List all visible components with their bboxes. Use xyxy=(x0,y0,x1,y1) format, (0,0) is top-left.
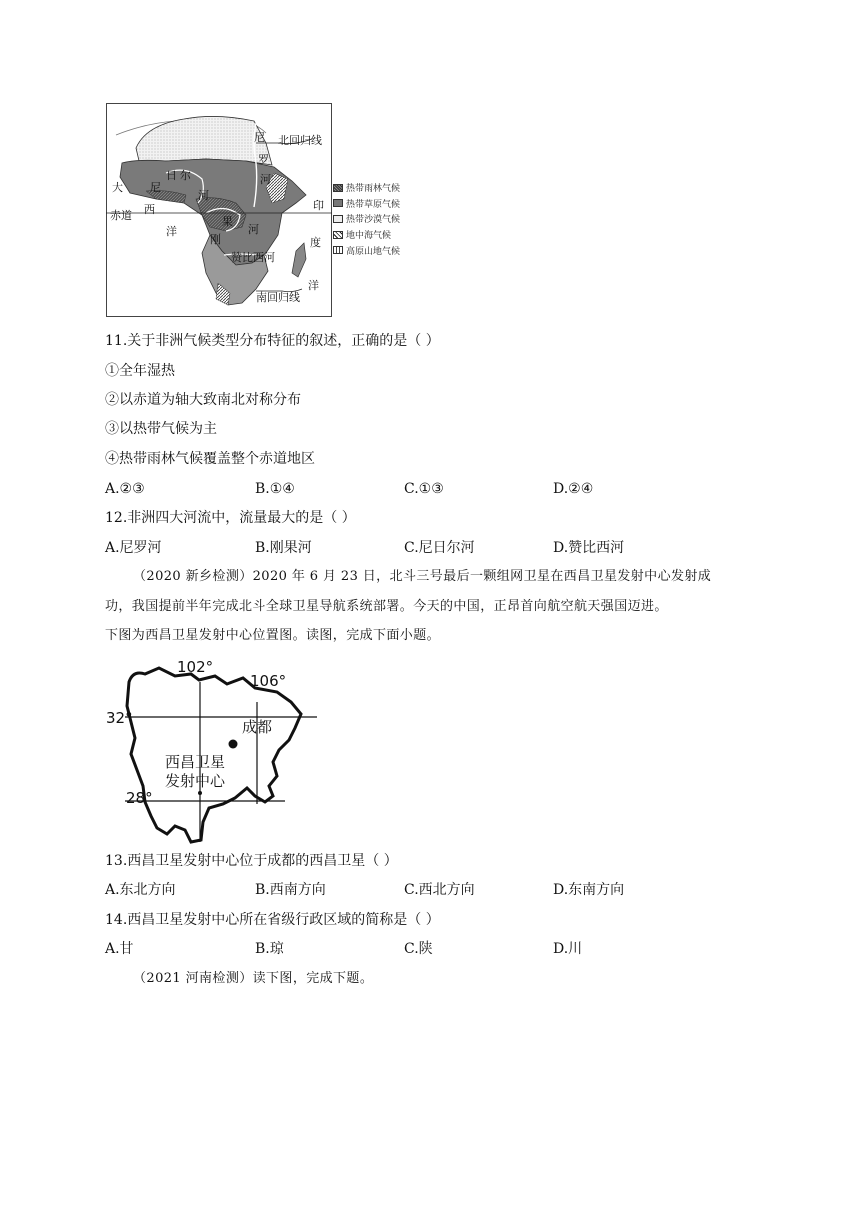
label-indian-2: 度 xyxy=(310,236,321,249)
label-indian-3: 洋 xyxy=(308,279,319,292)
label-congo-2: 果 xyxy=(222,215,233,228)
q12-option-c[interactable]: C.尼日尔河 xyxy=(404,540,475,556)
q14-option-d[interactable]: D.川 xyxy=(553,941,583,957)
q13-option-a[interactable]: A.东北方向 xyxy=(105,882,176,898)
label-niger-3: 尼 xyxy=(150,181,161,194)
label-xichang-1: 西昌卫星 xyxy=(165,753,226,771)
label-zambezi: 赞比西河 xyxy=(231,251,275,264)
label-congo-1: 刚 xyxy=(210,233,221,246)
passage-1-line-1: （2020 新乡检测）2020 年 6 月 23 日，北斗三号最后一颗组网卫星在西昌卫星发射中心发射成 xyxy=(133,569,712,584)
label-tropic-n: 北回归线 xyxy=(278,134,322,147)
legend-item: 热带草原气候 xyxy=(333,196,400,212)
label-atlantic-3: 洋 xyxy=(166,225,177,238)
q13-stem: 13.西昌卫星发射中心位于成都的西昌卫星（ ） xyxy=(105,853,398,869)
label-nile-3: 河 xyxy=(260,173,271,186)
q11-item-4: ④热带雨林气候覆盖整个赤道地区 xyxy=(105,451,315,467)
label-atlantic-1: 大 xyxy=(112,181,123,194)
q12-option-b[interactable]: B.刚果河 xyxy=(255,540,312,556)
desert-swatch-icon xyxy=(333,215,343,223)
label-nile-1: 尼 xyxy=(254,131,265,144)
passage-1-line-2: 功，我国提前半年完成北斗全球卫星导航系统部署。今天的中国，正昂首向航空航天强国迈进。 xyxy=(105,599,668,614)
label-lat-32: 32° xyxy=(106,709,133,727)
label-nile-2: 罗 xyxy=(258,153,269,166)
q14-stem: 14.西昌卫星发射中心所在省级行政区域的简称是（ ） xyxy=(105,912,440,928)
q14-option-a[interactable]: A.甘 xyxy=(105,941,134,957)
label-indian-1: 印 xyxy=(313,199,324,212)
q11-option-b[interactable]: B.①④ xyxy=(255,481,295,497)
q14-option-b[interactable]: B.琼 xyxy=(255,941,284,957)
label-tropic-s: 南回归线 xyxy=(256,291,300,304)
legend-item: 热带雨林气候 xyxy=(333,180,400,196)
mediterranean-swatch-icon xyxy=(333,231,343,239)
label-lon-106: 106° xyxy=(250,672,287,690)
q11-option-a[interactable]: A.②③ xyxy=(105,481,145,497)
rainforest-swatch-icon xyxy=(333,184,343,192)
q11-stem: 11.关于非洲气候类型分布特征的叙述，正确的是（ ） xyxy=(105,333,440,349)
climate-legend xyxy=(333,180,400,258)
label-equator: 赤道 xyxy=(110,209,132,222)
legend-item: 高原山地气候 xyxy=(333,242,400,258)
q12-option-d[interactable]: D.赞比西河 xyxy=(553,540,625,556)
legend-item: 热带沙漠气候 xyxy=(333,211,400,227)
q11-option-d[interactable]: D.②④ xyxy=(553,481,594,497)
legend-item: 地中海气候 xyxy=(333,227,400,243)
q11-item-3: ③以热带气候为主 xyxy=(105,421,217,437)
q11-option-c[interactable]: C.①③ xyxy=(404,481,444,497)
q11-item-2: ②以赤道为轴大致南北对称分布 xyxy=(105,392,301,408)
q12-stem: 12.非洲四大河流中，流量最大的是（ ） xyxy=(105,510,356,526)
label-lat-28: 28° xyxy=(126,789,153,807)
passage-1-line-3: 下图为西昌卫星发射中心位置图。读图，完成下面小题。 xyxy=(105,628,441,643)
label-lon-102: 102° xyxy=(177,658,214,676)
label-chengdu: 成都 xyxy=(242,718,273,736)
label-xichang-2: 发射中心 xyxy=(165,772,226,790)
q12-option-a[interactable]: A.尼罗河 xyxy=(105,540,162,556)
highland-swatch-icon xyxy=(333,246,343,254)
label-atlantic-2: 西 xyxy=(144,203,155,216)
q11-item-1: ①全年湿热 xyxy=(105,363,175,379)
savanna-swatch-icon xyxy=(333,199,343,207)
passage-2: （2021 河南检测）读下图，完成下题。 xyxy=(133,971,374,986)
q13-option-b[interactable]: B.西南方向 xyxy=(255,882,326,898)
label-niger-1: 日 xyxy=(166,169,177,182)
label-congo-3: 河 xyxy=(248,223,259,236)
label-niger-2: 尔 xyxy=(180,169,191,182)
label-niger-4: 河 xyxy=(198,189,209,202)
q14-option-c[interactable]: C.陕 xyxy=(404,941,433,957)
q13-option-d[interactable]: D.东南方向 xyxy=(553,882,625,898)
xichang-location-map xyxy=(105,658,320,844)
q13-option-c[interactable]: C.西北方向 xyxy=(404,882,475,898)
